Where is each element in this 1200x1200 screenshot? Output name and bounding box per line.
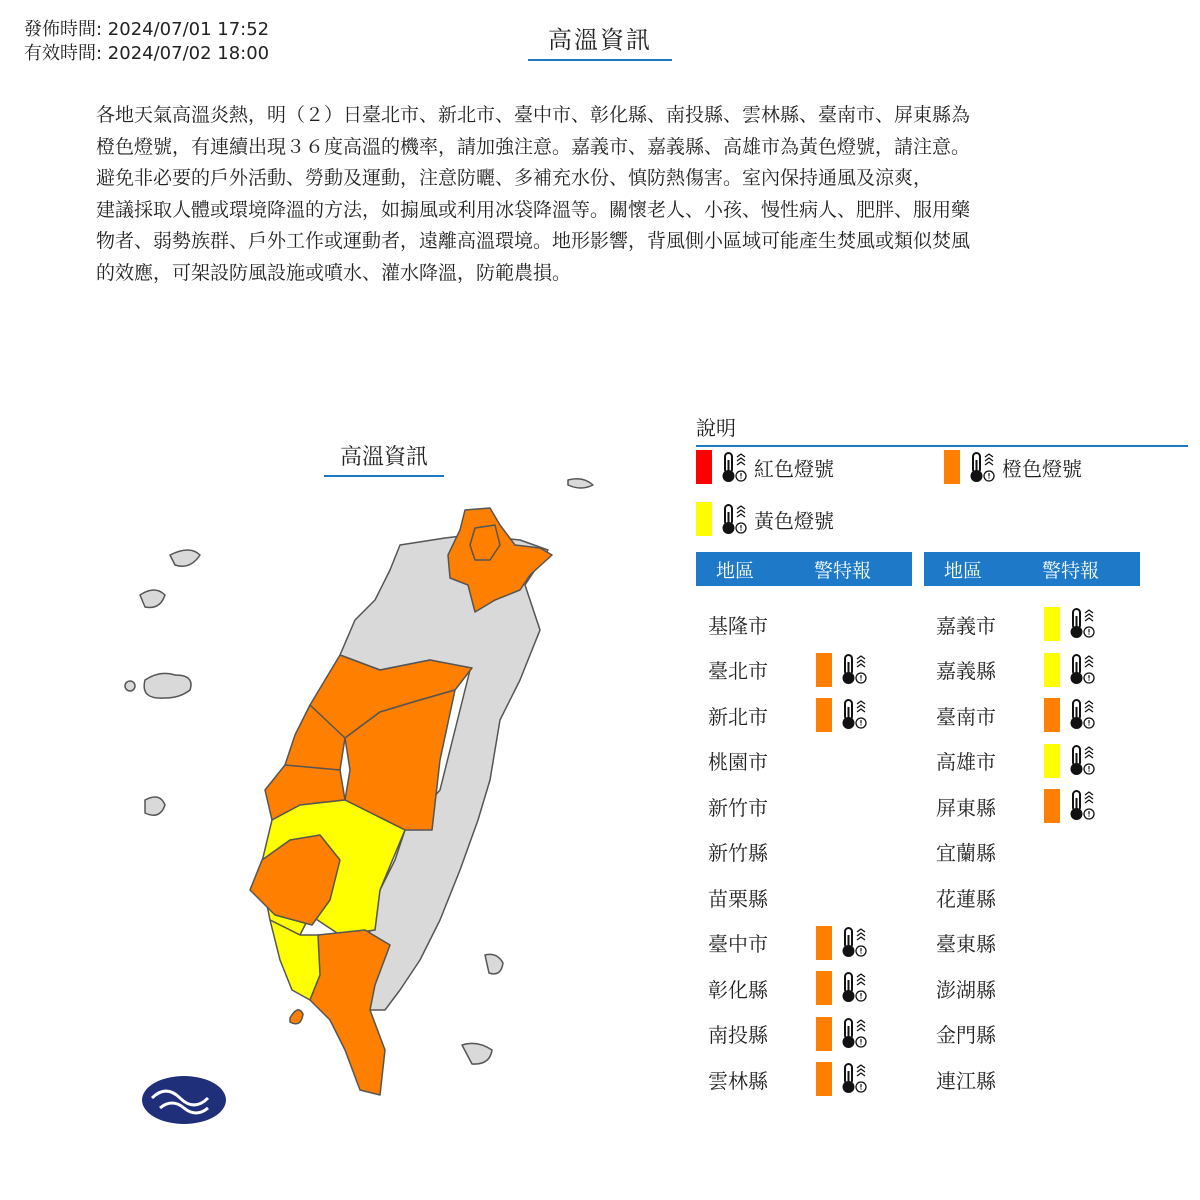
legend-swatch-orange	[944, 450, 960, 484]
region-name: 新竹市	[708, 795, 768, 820]
table-row	[924, 741, 1140, 781]
description-line: 避免非必要的戶外活動、勞動及運動，注意防曬、多補充水份、慎防熱傷害。室內保持通風及涼爽，	[96, 167, 933, 189]
map-island-matsu	[170, 550, 200, 566]
region-name: 嘉義市	[936, 613, 996, 638]
description-line: 橙色燈號，有連續出現３６度高溫的機率，請加強注意。嘉義市、嘉義縣、高雄市為黃色燈號，請注意。	[96, 135, 971, 158]
warning-lamp-orange	[816, 1062, 832, 1096]
description-line: 物者、弱勢族群、戶外工作或運動者，遠離高溫環境。地形影響，背風側小區域可能產生焚風或類似焚風	[96, 230, 971, 252]
map-island-liuqiu	[290, 1010, 303, 1024]
thermometer-yellow-icon	[718, 502, 748, 536]
page-title: 高溫資訊	[528, 20, 672, 61]
table-row	[696, 877, 912, 917]
table-row	[696, 604, 912, 644]
region-name: 臺南市	[936, 704, 996, 729]
region-name: 彰化縣	[708, 977, 768, 1002]
table-row	[924, 1059, 1140, 1099]
description-text	[96, 100, 1106, 289]
issue-time: 發佈時間: 2024/07/01 17:52	[24, 19, 270, 40]
col-region-header: 地區	[716, 559, 755, 582]
map-island-penghu-2	[145, 797, 165, 815]
table-row	[924, 1014, 1140, 1054]
legend-label: 橙色燈號	[1002, 456, 1082, 481]
table-row	[924, 923, 1140, 963]
warning-lamp-orange	[816, 971, 832, 1005]
table-row	[696, 786, 912, 826]
region-name: 新北市	[708, 704, 768, 729]
table-row	[924, 877, 1140, 917]
region-name: 連江縣	[936, 1068, 996, 1093]
description-line: 建議採取人體或環境降溫的方法，如搧風或利用冰袋降溫等。關懷老人、小孩、慢性病人、肥胖、服用藥	[96, 198, 971, 221]
warning-lamp-orange	[816, 653, 832, 687]
warning-lamp-orange	[1044, 698, 1060, 732]
warning-lamp-orange	[816, 926, 832, 960]
thermometer-icon	[1066, 697, 1096, 731]
region-name: 臺東縣	[936, 932, 996, 956]
warning-lamp-orange	[1044, 789, 1060, 823]
table-row	[696, 650, 912, 690]
table-row	[696, 741, 912, 781]
region-name: 新竹縣	[708, 841, 768, 865]
map-island-penghu	[144, 673, 191, 698]
thermometer-icon	[838, 697, 868, 731]
table-row	[924, 604, 1140, 644]
thermometer-icon	[838, 1016, 868, 1050]
table-row	[924, 786, 1140, 826]
region-name: 雲林縣	[708, 1068, 768, 1093]
legend-red	[696, 450, 834, 484]
warning-lamp-orange	[816, 698, 832, 732]
valid-time: 有效時間: 2024/07/02 18:00	[24, 43, 270, 64]
legend-label: 黃色燈號	[754, 508, 834, 533]
col-warning-header: 警特報	[814, 559, 872, 582]
region-name: 宜蘭縣	[936, 841, 996, 865]
table-header-right	[924, 552, 1140, 586]
legend-label: 紅色燈號	[754, 456, 834, 481]
thermometer-icon	[1066, 652, 1096, 686]
table-row	[924, 968, 1140, 1008]
map-region-pingtung	[310, 930, 390, 1095]
table-row	[696, 1059, 912, 1099]
map-island-guishan	[568, 479, 593, 488]
region-name: 苗栗縣	[708, 886, 768, 911]
thermometer-icon	[838, 1061, 868, 1095]
table-row	[696, 695, 912, 735]
legend-title: 說明	[696, 412, 1188, 447]
region-name: 臺中市	[708, 932, 768, 956]
legend-swatch-yellow	[696, 502, 712, 536]
cwa-logo	[142, 1076, 226, 1124]
region-name: 嘉義縣	[936, 659, 996, 683]
issue-info	[24, 18, 269, 66]
thermometer-red-icon	[718, 450, 748, 484]
thermometer-icon	[838, 970, 868, 1004]
region-name: 基隆市	[708, 613, 768, 638]
thermometer-icon	[1066, 606, 1096, 640]
region-name: 臺北市	[708, 659, 768, 683]
table-row	[696, 1014, 912, 1054]
legend-swatch-red	[696, 450, 712, 484]
table-row	[924, 695, 1140, 735]
legend-orange	[944, 450, 1082, 484]
description-line: 各地天氣高溫炎熱，明（２）日臺北市、新北市、臺中市、彰化縣、南投縣、雲林縣、臺南市、屏東縣為	[96, 104, 971, 126]
table-header-left	[696, 552, 912, 586]
map-island-green	[485, 954, 503, 974]
region-name: 澎湖縣	[936, 977, 996, 1002]
region-name: 高雄市	[936, 750, 996, 774]
col-warning-header: 警特報	[1042, 559, 1100, 582]
map-island-orchid	[462, 1043, 492, 1064]
warning-lamp-yellow	[1044, 607, 1060, 641]
col-region-header: 地區	[944, 559, 983, 582]
table-row	[924, 832, 1140, 872]
legend-yellow	[696, 502, 834, 536]
thermometer-icon	[1066, 743, 1096, 777]
warning-lamp-yellow	[1044, 653, 1060, 687]
region-name: 桃園市	[708, 750, 768, 774]
region-name: 金門縣	[936, 1023, 996, 1047]
thermometer-icon	[1066, 788, 1096, 822]
thermometer-icon	[838, 652, 868, 686]
thermometer-icon	[838, 925, 868, 959]
taiwan-map	[0, 460, 660, 1140]
table-row	[924, 650, 1140, 690]
table-row	[696, 832, 912, 872]
map-island-small	[125, 681, 135, 691]
map-island-kinmen	[140, 590, 165, 608]
thermometer-orange-icon	[966, 450, 996, 484]
table-row	[696, 923, 912, 963]
region-name: 花蓮縣	[936, 886, 996, 911]
region-name: 屏東縣	[936, 795, 996, 820]
table-row	[696, 968, 912, 1008]
warning-lamp-yellow	[1044, 744, 1060, 778]
region-name: 南投縣	[708, 1023, 768, 1047]
warning-lamp-orange	[816, 1017, 832, 1051]
map-title: 高溫資訊	[324, 440, 444, 477]
description-line: 的效應，可架設防風設施或噴水、灌水降溫，防範農損。	[96, 261, 572, 284]
